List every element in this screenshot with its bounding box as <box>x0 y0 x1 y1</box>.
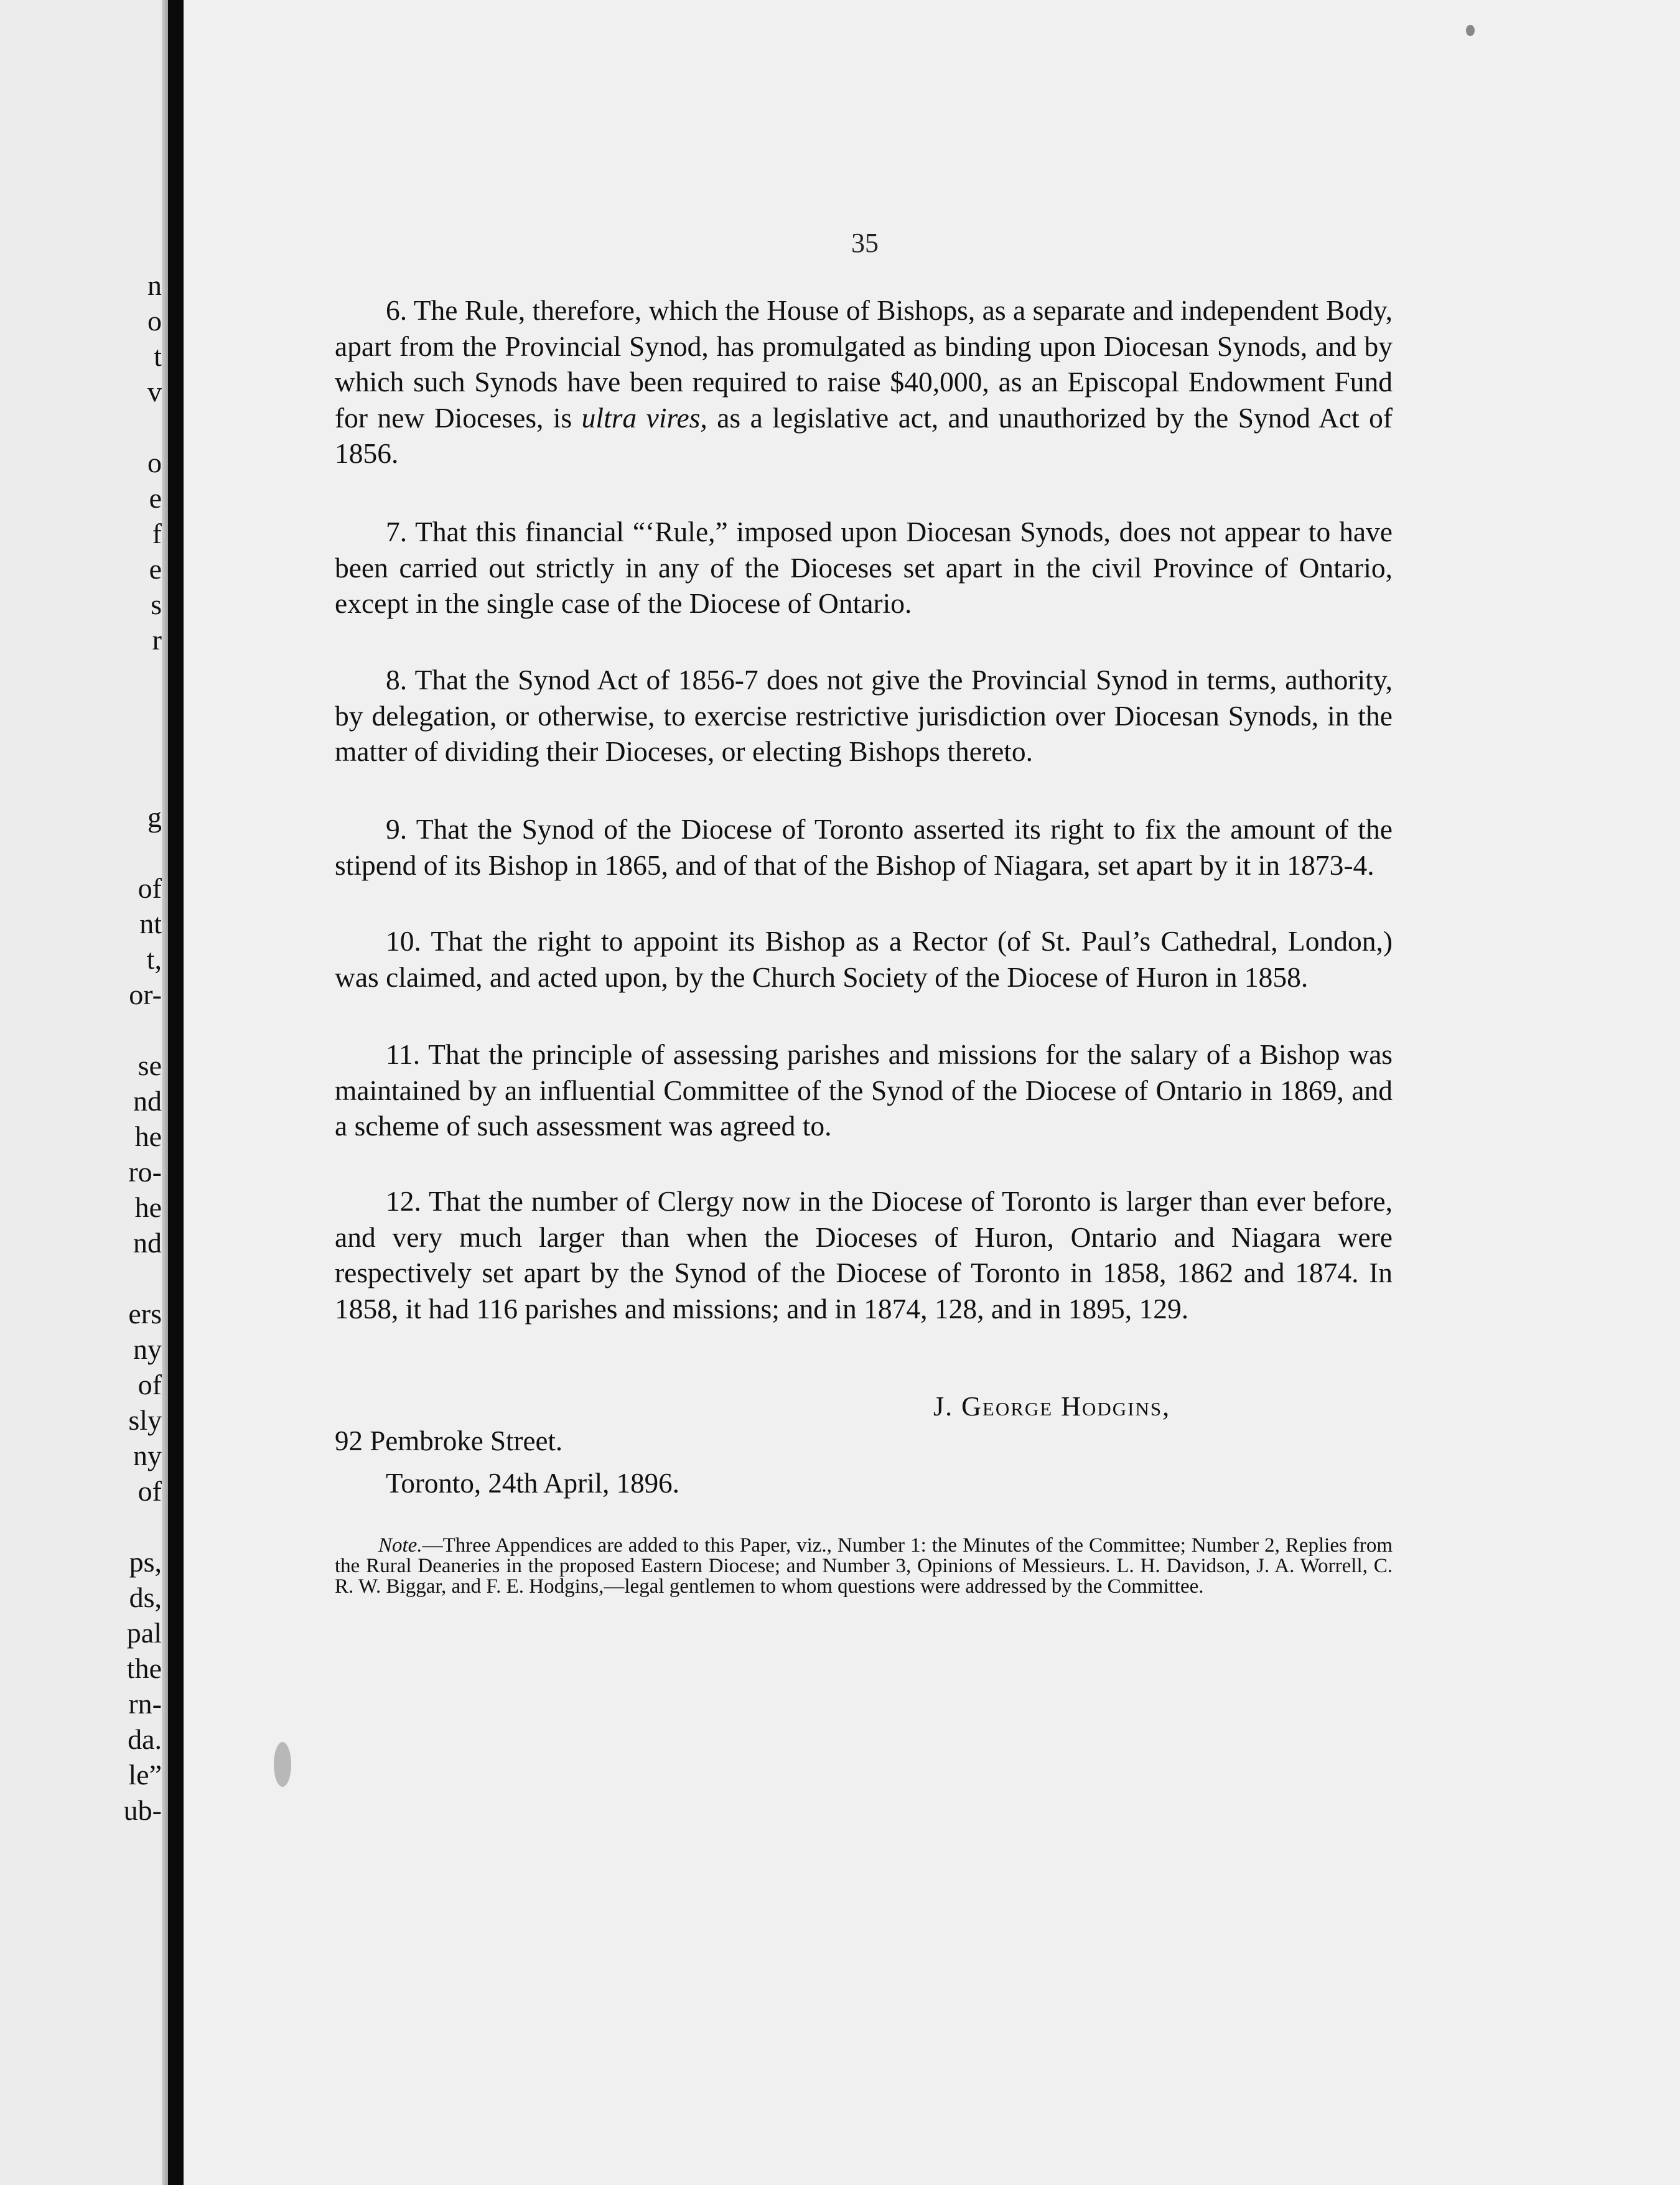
left-page-fragment: ny <box>133 1333 162 1365</box>
paragraph-12: 12. That the number of Clergy now in the Diocese of Toronto is larger than ever before, and very much larger than when the Dioceses of Huron, Ontario and Niagara were respectively set apart by the Synod of the Diocese of Toronto in 1858, 1862 and 1874. In 1858, it had 116 parishes and missions; and in 1874, 128, and in 1895, 129. <box>335 1185 1393 1325</box>
signature: J. George Hodgins, <box>933 1391 1171 1422</box>
left-page-fragment: o <box>147 447 162 478</box>
left-page-fragment: ers <box>128 1298 162 1330</box>
left-page-fragment: ds, <box>129 1582 162 1613</box>
left-page-fragment: nd <box>133 1085 162 1117</box>
left-page-fragment: he <box>134 1120 162 1152</box>
left-page-fragment: t <box>154 340 162 372</box>
footnote-text: —Three Appendices are added to this Paper, viz., Number 1: the Minutes of the Committee; Number 2, Replies from the Rural Deaneries in the proposed Eastern Diocese; and Number 3, Opinions of Messieurs. L. H. Davidson, J. A. Worrell, C. R. W. Biggar, and F. E. Hodgins,—legal gentlemen to whom questions were addressed by the Committee. <box>335 1534 1393 1598</box>
paper-stain <box>274 1742 291 1787</box>
left-page-fragment <box>87 1012 162 1048</box>
left-page-fragment <box>87 1509 162 1544</box>
left-page-fragment: of <box>138 872 162 904</box>
left-page-fragment: sly <box>128 1404 162 1436</box>
left-page-fragment <box>87 835 162 870</box>
left-page-fragments <box>87 268 162 1828</box>
left-page-fragment <box>87 409 162 445</box>
left-page-edge <box>0 0 180 2185</box>
paragraph-11: 11. That the principle of assessing parishes and missions for the salary of a Bishop was maintained by an influential Committee of the Synod of the Diocese of Ontario in 1869, and a scheme of such assessment was agreed to. <box>335 1038 1393 1142</box>
paragraph-8: 8. That the Synod Act of 1856-7 does not give the Provincial Synod in terms, authority, by delegation, or otherwise, to exercise restrictive jurisdiction over Diocesan Synods, in the matter of dividing their Dioceses, or electing Bishops thereto. <box>335 664 1393 768</box>
paragraph-6 <box>335 292 1393 472</box>
left-page-fragment <box>87 658 162 693</box>
footnote-label: Note. <box>378 1534 422 1557</box>
left-page-fragment: e <box>149 482 162 514</box>
page-number: 35 <box>851 228 879 258</box>
left-page-fragment: ny <box>133 1440 162 1471</box>
left-page-fragment: he <box>134 1191 162 1223</box>
left-page-fragment: g <box>147 801 162 833</box>
left-page-fragment: se <box>138 1050 162 1081</box>
left-page-fragment: e <box>149 553 162 585</box>
paper-speck <box>1466 25 1475 36</box>
left-page-fragment: of <box>138 1475 162 1507</box>
paragraph-6-lead: 6. The Rule, therefore, which the House of Bishops, as a separate and independent Body, apart from the Provincial Synod, has promulgated as binding upon Diocesan Synods, and by which such Synods have been required to raise $40,000, as an Episcopal Endowment Fund for new Dioceses, is <box>335 294 1393 434</box>
left-page-fragment <box>87 764 162 799</box>
left-page-fragment: v <box>147 376 162 408</box>
left-page-fragment: le” <box>128 1759 162 1791</box>
paragraph-10: 10. That the right to appoint its Bishop as a Rector (of St. Paul’s Cathedral, London,) was claimed, and acted upon, by the Church Society of the Diocese of Huron in 1858. <box>335 925 1393 993</box>
left-page-fragment: or- <box>129 979 162 1010</box>
left-page-fragment: ro- <box>128 1156 162 1188</box>
paragraph-7: 7. That this financial “‘Rule,” imposed upon Diocesan Synods, does not appear to have been carried out strictly in any of the Dioceses set apart in the civil Province of Ontario, except in the single case of the Diocese of Ontario. <box>335 516 1393 620</box>
left-page-fragment: ps, <box>129 1546 162 1578</box>
left-page-fragment <box>87 1260 162 1296</box>
left-page-fragment: da. <box>128 1723 162 1755</box>
paragraph-6-italic: ultra vires, <box>581 401 707 434</box>
left-page-fragment: nt <box>139 908 162 939</box>
left-page-fragment <box>87 729 162 764</box>
paragraph-6-tail: as a legislative act, and unauthorized by the Synod Act of 1856. <box>335 401 1393 470</box>
paragraph-9: 9. That the Synod of the Diocese of Toronto asserted its right to fix the amount of the stipend of its Bishop in 1865, and of that of the Bishop of Niagara, set apart by it in 1873-4. <box>335 813 1393 881</box>
left-page-fragment: the <box>126 1652 162 1684</box>
date-line: Toronto, 24th April, 1896. <box>386 1468 679 1499</box>
left-page-fragment: f <box>152 518 162 549</box>
left-page-fragment: n <box>147 269 162 301</box>
left-page-fragment: of <box>138 1369 162 1400</box>
left-page-fragment: ub- <box>123 1794 162 1826</box>
footnote <box>335 1535 1393 1597</box>
left-page-fragment: rn- <box>128 1688 162 1720</box>
left-page-fragment: pal <box>126 1617 162 1649</box>
left-page-fragment <box>87 693 162 729</box>
address: 92 Pembroke Street. <box>335 1425 563 1456</box>
left-page-fragment: r <box>152 624 162 656</box>
left-page-fragment: nd <box>133 1227 162 1259</box>
left-page-fragment: o <box>147 305 162 337</box>
left-page-fragment: t, <box>146 943 162 975</box>
left-page-fragment: s <box>151 589 162 620</box>
